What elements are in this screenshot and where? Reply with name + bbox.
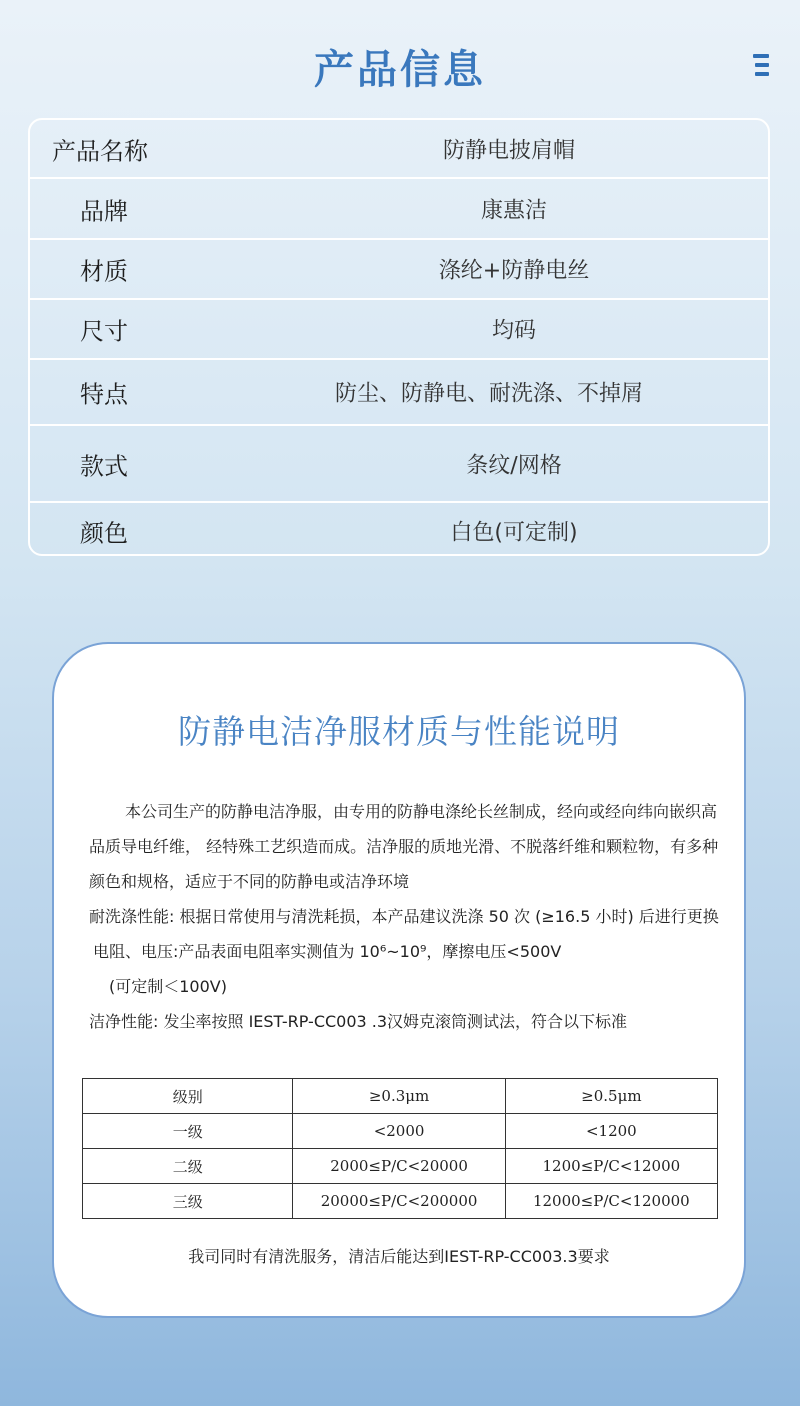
menu-icon[interactable]	[752, 54, 772, 80]
washing-paragraph: 耐洗涤性能: 根据日常使用与清洗耗损，本产品建议洗涤 50 次 (≥16.5 小时) 后进行更换	[89, 907, 719, 926]
product-info-table	[28, 118, 770, 556]
table-cell: <2000	[293, 1114, 505, 1149]
spec-value: 防静电披肩帽	[442, 138, 575, 163]
table-cell: 1200≤P/C<12000	[505, 1149, 717, 1184]
spec-row-features	[30, 360, 768, 426]
menu-line	[753, 54, 769, 58]
spec-value: 条纹/网格	[466, 453, 562, 478]
spec-label: 颜色	[80, 519, 128, 547]
spec-label: 材质	[80, 257, 128, 286]
spec-label: 款式	[80, 452, 128, 480]
table-header-cell: 级别	[83, 1079, 293, 1114]
card-title: 防静电洁净服材质与性能说明	[178, 712, 620, 751]
menu-line	[755, 63, 769, 67]
menu-line	[755, 72, 769, 76]
table-header-cell: ≥0.3μm	[293, 1079, 505, 1114]
spec-row-name	[30, 120, 768, 179]
table-cell: 一级	[83, 1114, 293, 1149]
table-row	[83, 1184, 718, 1219]
table-cell: 20000≤P/C<200000	[293, 1184, 505, 1219]
spec-row-size	[30, 300, 768, 360]
table-cell: 2000≤P/C<20000	[293, 1149, 505, 1184]
spec-label: 尺寸	[80, 317, 128, 346]
table-header-cell: ≥0.5μm	[505, 1079, 717, 1114]
table-cell: 12000≤P/C<120000	[505, 1184, 717, 1219]
table-header-row	[83, 1079, 718, 1114]
table-row	[83, 1114, 718, 1149]
table-cell: 三级	[83, 1184, 293, 1219]
spec-label: 产品名称	[52, 137, 148, 165]
intro-paragraph: 本公司生产的防静电洁净服，由专用的防静电涤纶长丝制成，经向或经向纬向嵌织高品质导电纤维， 经特殊工艺织造而成。洁净服的质地光滑、不脱落纤维和颗粒物，有多种颜色和规格，适应于不同的防静电或洁净环境	[89, 802, 719, 891]
spec-row-style	[30, 426, 768, 503]
spec-value: 白色(可定制)	[450, 520, 578, 545]
table-row	[83, 1149, 718, 1184]
description-block	[89, 794, 719, 1039]
page-title: 产品信息	[314, 47, 486, 93]
spec-label: 品牌	[80, 197, 128, 225]
cleaning-service-note: 我司同时有清洗服务，清洁后能达到IEST-RP-CC003.3要求	[188, 1247, 610, 1266]
resistance-custom-note: (可定制＜100V)	[109, 977, 227, 996]
resistance-paragraph: 电阻、电压:产品表面电阻率实测值为 10⁶~10⁹，摩擦电压<500V	[93, 942, 562, 961]
spec-value: 防尘、防静电、耐洗涤、不掉屑	[334, 381, 643, 407]
table-cell: 二级	[83, 1149, 293, 1184]
spec-value: 涤纶+防静电丝	[438, 258, 590, 284]
spec-row-material	[30, 240, 768, 300]
material-performance-card	[52, 642, 746, 1318]
spec-row-color	[30, 503, 768, 556]
spec-value: 康惠洁	[480, 198, 547, 223]
cleanliness-paragraph: 洁净性能: 发尘率按照 IEST-RP-CC003 .3汉姆克滚筒测试法，符合以下标准	[89, 1012, 628, 1031]
spec-row-brand	[30, 179, 768, 240]
cleanliness-standard-table	[82, 1078, 718, 1219]
spec-label: 特点	[80, 380, 128, 409]
spec-value: 均码	[491, 318, 536, 344]
table-cell: <1200	[505, 1114, 717, 1149]
